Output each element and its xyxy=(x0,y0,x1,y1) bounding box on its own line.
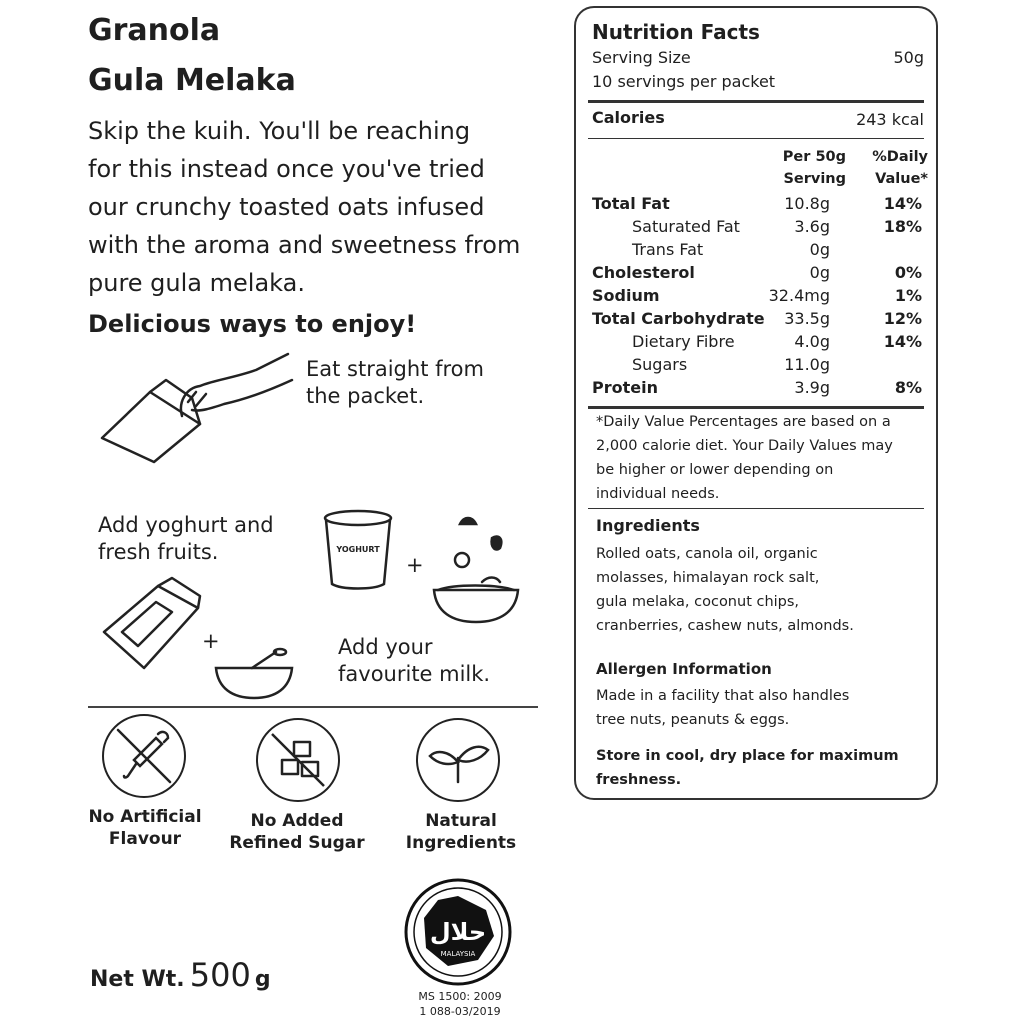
nutrient-row xyxy=(592,286,924,309)
halal-standard: MS 1500: 2009 xyxy=(418,990,502,1003)
nutrient-row xyxy=(592,332,924,355)
badge-label xyxy=(222,810,372,854)
nutrient-value: 33.5g xyxy=(784,309,830,328)
column-header-line: Per 50g xyxy=(782,149,846,165)
column-header-line: Serving xyxy=(783,171,846,187)
badge-label xyxy=(386,810,536,854)
nutrient-daily-value: 18% xyxy=(883,217,922,236)
intro-line: for this instead once you've tried xyxy=(88,155,485,183)
way-packet-line: the packet. xyxy=(306,384,425,408)
intro-line: Skip the kuih. You'll be reaching xyxy=(88,117,471,145)
badge-label-line: Refined Sugar xyxy=(229,833,365,853)
badge-label-line: No Artificial xyxy=(88,807,202,827)
leaf-icon xyxy=(418,720,498,800)
plus-sign: + xyxy=(406,553,424,577)
nutrient-label: Protein xyxy=(592,378,658,397)
nutrition-rule xyxy=(588,100,924,103)
svg-text:MALAYSIA: MALAYSIA xyxy=(440,950,476,958)
no-sugar-cubes-icon xyxy=(258,720,338,800)
intro-text xyxy=(88,112,520,302)
badge-label-line: No Added xyxy=(250,811,344,831)
milk-carton-icon xyxy=(100,572,204,672)
nutrient-daily-value: 14% xyxy=(883,332,922,351)
allergen-heading: Allergen Information xyxy=(596,660,772,678)
footnote-line: individual needs. xyxy=(596,486,720,502)
yoghurt-cup-label: YOGHURT xyxy=(336,545,380,554)
way-milk-line: favourite milk. xyxy=(338,662,491,686)
nutrient-row xyxy=(592,355,924,378)
nutrition-rule xyxy=(588,406,924,409)
nutrient-row xyxy=(592,378,924,401)
cereal-bowl-icon xyxy=(212,646,296,702)
hand-packet-icon xyxy=(96,346,296,466)
nutrient-daily-value: 14% xyxy=(883,194,922,213)
badge-natural-ingredients xyxy=(416,718,500,802)
nutrient-value: 0g xyxy=(809,263,830,282)
plus-sign: + xyxy=(202,629,220,653)
nutrition-panel xyxy=(574,6,938,800)
nutrient-label: Trans Fat xyxy=(632,240,704,259)
ingredients-line: cranberries, cashew nuts, almonds. xyxy=(596,618,854,634)
intro-line: with the aroma and sweetness from xyxy=(88,231,521,259)
nutrient-label: Sodium xyxy=(592,286,660,305)
yoghurt-cup-icon xyxy=(322,508,394,592)
column-header-line: Value* xyxy=(875,171,928,187)
storage-line: freshness. xyxy=(596,772,682,788)
way-packet-line: Eat straight from xyxy=(306,357,484,381)
net-weight xyxy=(90,956,271,994)
way-milk-text xyxy=(338,634,490,688)
nutrition-title: Nutrition Facts xyxy=(592,20,760,44)
intro-line: our crunchy toasted oats infused xyxy=(88,193,485,221)
nutrient-label: Dietary Fibre xyxy=(632,332,735,351)
nutrient-value: 32.4mg xyxy=(768,286,830,305)
allergen-line: Made in a facility that also handles xyxy=(596,688,850,704)
column-header-daily-value xyxy=(860,146,928,190)
ingredients-line: Rolled oats, canola oil, organic xyxy=(596,546,818,562)
way-milk-line: Add your xyxy=(338,635,433,659)
column-header-per-serving xyxy=(766,146,846,190)
intro-line: pure gula melaka. xyxy=(88,269,305,297)
daily-value-footnote xyxy=(596,410,926,506)
way-packet-text xyxy=(306,356,484,410)
fruit-bowl-icon xyxy=(430,510,522,630)
nutrient-row xyxy=(592,240,924,263)
nutrient-row xyxy=(592,263,924,286)
way-yoghurt-line: fresh fruits. xyxy=(98,540,219,564)
nutrient-value: 3.9g xyxy=(794,378,830,397)
nutrient-value: 11.0g xyxy=(784,355,830,374)
servings-per-packet: 10 servings per packet xyxy=(592,72,776,91)
nutrient-row xyxy=(592,309,924,332)
nutrient-value: 4.0g xyxy=(794,332,830,351)
net-weight-value: 500 xyxy=(189,956,251,994)
nutrient-daily-value: 1% xyxy=(894,286,922,305)
badge-label-line: Flavour xyxy=(108,829,182,849)
way-yoghurt-line: Add yoghurt and xyxy=(98,513,274,537)
nutrition-rule xyxy=(588,138,924,139)
nutrient-daily-value: 0% xyxy=(894,263,922,282)
nutrition-rule xyxy=(588,508,924,509)
product-title-line2: Gula Melaka xyxy=(88,63,296,98)
ways-heading: Delicious ways to enjoy! xyxy=(88,310,417,338)
svg-text:حلال: حلال xyxy=(429,918,487,946)
badge-label-line: Natural xyxy=(425,811,497,831)
badge-no-artificial-flavour xyxy=(102,714,186,798)
section-divider xyxy=(88,706,538,708)
footnote-line: 2,000 calorie diet. Your Daily Values may xyxy=(596,438,893,454)
net-weight-label: Net Wt. xyxy=(90,967,185,992)
nutrient-label: Total Carbohydrate xyxy=(592,309,765,328)
ingredients-line: molasses, himalayan rock salt, xyxy=(596,570,820,586)
nutrient-value: 3.6g xyxy=(794,217,830,236)
calories-label: Calories xyxy=(592,108,665,127)
badge-label xyxy=(70,806,220,850)
nutrient-label: Sugars xyxy=(632,355,688,374)
allergen-line: tree nuts, peanuts & eggs. xyxy=(596,712,790,728)
nutrient-daily-value: 12% xyxy=(883,309,922,328)
storage-instructions xyxy=(596,744,926,792)
no-dropper-icon xyxy=(104,716,184,796)
badge-no-added-refined-sugar xyxy=(256,718,340,802)
nutrient-label: Total Fat xyxy=(592,194,670,213)
nutrient-label: Saturated Fat xyxy=(632,217,740,236)
nutrient-label: Cholesterol xyxy=(592,263,695,282)
net-weight-unit: g xyxy=(254,967,271,992)
footnote-line: be higher or lower depending on xyxy=(596,462,834,478)
nutrient-row xyxy=(592,194,924,217)
badge-label-line: Ingredients xyxy=(405,833,517,853)
way-yoghurt-text xyxy=(98,512,274,566)
halal-cert-number: 1 088-03/2019 xyxy=(419,1005,501,1018)
nutrient-daily-value: 8% xyxy=(894,378,922,397)
footnote-line: *Daily Value Percentages are based on a xyxy=(596,414,891,430)
nutrient-row xyxy=(592,217,924,240)
ingredients-heading: Ingredients xyxy=(596,516,700,535)
ingredients-list xyxy=(596,542,926,638)
ingredients-line: gula melaka, coconut chips, xyxy=(596,594,800,610)
storage-line: Store in cool, dry place for maximum xyxy=(596,748,899,764)
nutrient-value: 0g xyxy=(809,240,830,259)
allergen-text xyxy=(596,684,926,732)
serving-size-value: 50g xyxy=(893,48,924,67)
serving-size-label: Serving Size xyxy=(592,48,691,67)
product-title-line1: Granola xyxy=(88,13,221,48)
column-header-line: %Daily xyxy=(872,149,928,165)
calories-value: 243 kcal xyxy=(856,110,924,129)
halal-logo xyxy=(402,876,514,988)
nutrient-value: 10.8g xyxy=(784,194,830,213)
